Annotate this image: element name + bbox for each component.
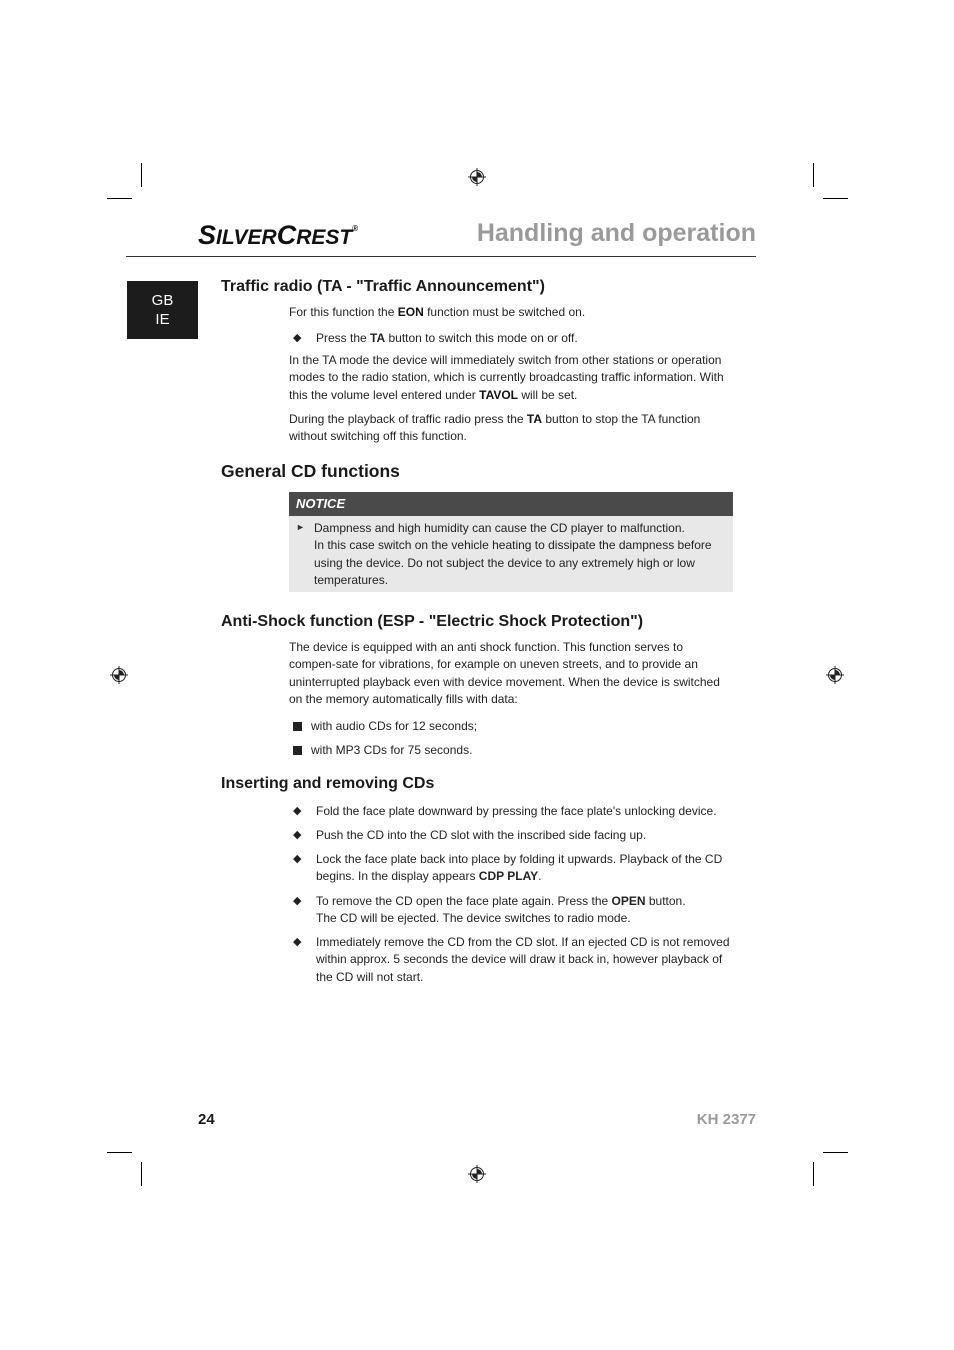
- section-heading: General CD functions: [221, 461, 400, 481]
- diamond-bullet-icon: ◆: [293, 829, 302, 841]
- language-code: IE: [155, 311, 170, 328]
- crop-mark: [107, 1152, 132, 1153]
- page-number: 24: [198, 1111, 215, 1128]
- model-number: KH 2377: [696, 1111, 756, 1128]
- notice-text: Dampness and high humidity can cause the CD player to malfunction.: [314, 521, 685, 535]
- paragraph: For this function the EON function must be switched on.: [289, 305, 586, 319]
- diamond-bullet-icon: ◆: [293, 936, 302, 948]
- crop-mark: [107, 198, 132, 199]
- crop-mark: [823, 1152, 848, 1153]
- page-title: Handling and operation: [476, 219, 756, 247]
- diamond-bullet-icon: ◆: [293, 853, 302, 865]
- square-bullet-icon: [293, 722, 302, 731]
- crop-mark: [141, 1162, 142, 1186]
- registration-mark-icon: [110, 666, 128, 684]
- section-heading: Traffic radio (TA - "Traffic Announcement"): [221, 278, 545, 295]
- notice-box: [289, 516, 733, 592]
- paragraph: The device is equipped with an anti shock function. This function serves to compen-sate for vibrations, for example on uneven streets, and to provide an uninterrupted playback even with device movement. When the device is switched on the memory automatically fills with data:: [289, 640, 720, 706]
- diamond-bullet-icon: ◆: [293, 895, 302, 907]
- section-heading: Inserting and removing CDs: [221, 775, 435, 792]
- silvercrest-logo: SILVERCREST®: [198, 220, 359, 250]
- crop-mark: [141, 163, 142, 187]
- diamond-bullet-icon: ◆: [293, 332, 302, 344]
- header-divider: [126, 256, 756, 257]
- crop-mark: [823, 198, 848, 199]
- notice-header: NOTICE: [289, 492, 733, 516]
- language-code: GB: [151, 292, 174, 309]
- diamond-bullet-icon: ◆: [293, 805, 302, 817]
- registration-mark-icon: [826, 666, 844, 684]
- section-heading: Anti-Shock function (ESP - "Electric Shock Protection"): [221, 613, 644, 630]
- notice-text: In this case switch on the vehicle heating to dissipate the dampness before using the device. Do not subject the device to any extremely high or low temperatures.: [314, 538, 712, 587]
- paragraph: During the playback of traffic radio press the TA button to stop the TA function without switching off this function.: [289, 412, 701, 444]
- crop-mark: [813, 1162, 814, 1186]
- paragraph: In the TA mode the device will immediately switch from other stations or operation modes to the radio station, which is currently broadcasting traffic information. With this the volume level entered under TAVOL will be set.: [289, 353, 724, 402]
- square-bullet-icon: [293, 746, 302, 755]
- language-tab: [127, 281, 198, 339]
- crop-mark: [813, 163, 814, 187]
- registration-mark-icon: [468, 1165, 486, 1183]
- registration-mark-icon: [468, 168, 486, 186]
- arrow-bullet-icon: ►: [296, 522, 305, 532]
